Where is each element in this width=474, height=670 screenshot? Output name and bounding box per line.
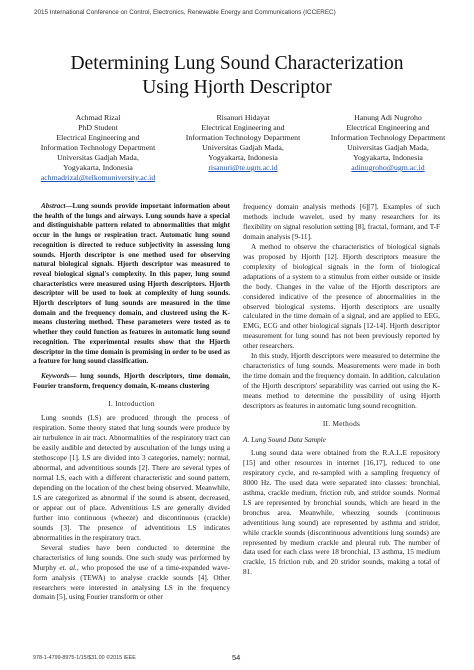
paper-title [20, 52, 454, 100]
author-name: Risanuri Hidayat [216, 113, 270, 122]
author-role: PhD Student [78, 123, 118, 132]
author-email-link[interactable]: achmadrizal@telkomuniversity.ac.id [40, 173, 156, 182]
author-block [33, 113, 453, 188]
author-email-link[interactable]: adinugroho@ugm.ac.id [351, 163, 425, 172]
author-email-link[interactable]: risanuri@te.ugm.ac.id [208, 163, 278, 172]
subsection-heading-data-sample: A. Lung Sound Data Sample [243, 434, 326, 444]
author-affiliation: Electrical Engineering and [56, 133, 140, 142]
right-paragraph-2: A method to observe the characteristics of biological signals was proposed by Hjorth [12]. Hjorth descriptors measure the complexity of biological signals in the form of biological adaptations of a system to a stimulus from either outside or inside the body. Changes in the value of the Hjorth descriptors are considered indicative of the presence of abnormalities in the observed biological systems. Hjorth descriptors are usually calculated in the time domain of a signal, and are applied to EEG, EMG, ECG and other biological signals [12-14]. Hjorth descriptor measurement for lung sound has not been previously reported by other researchers. [243, 241, 440, 351]
page-number: 54 [232, 653, 241, 662]
right-paragraph-3: In this study, Hjorth descriptors were measured to determine the characteristics of lung sounds. Measurements were made in both the time domain and the frequency domain. In addition, calculation of the Hjorth descriptors' separability was carried out using the K-means method to determine the possibility of using Hjorth descriptors as features in automatic lung sound recognition. [243, 351, 440, 411]
author-affiliation: Electrical Engineering and [201, 123, 285, 132]
intro-p2-etal: et. al. [59, 562, 77, 572]
intro-paragraph-1: Lung sounds (LS) are produced through the process of respiration. Some theory stated that lung sounds were produce by air turbulence in air tract. Abnormalities of the respiratory tract can be easily audible and detected by auscultation of the lungs using a stethoscope [1]. LS are divided into 3 categories, namely; normal, abnormal, and adventitious sounds [2]. There are several types of normal LS, each with a different characteristic and sound pattern, depending on the location of the chest being observed. Meanwhile, LS are categorized as abnormal if the sound is absent, decreased, or appear out of place. Adventitious LS are generally divided further into continuous (wheeze) and discontinuous (crackle) sounds [3]. The presence of adventitious LS indicates abnormalities in the respiratory tract. [33, 413, 230, 542]
abstract-label: Abstract [41, 202, 66, 210]
conference-header: 2015 International Conference on Control, Electronics, Renewable Energy and Communications (ICCEREC) [34, 9, 336, 16]
author-university: Universitas Gadjah Mada, [347, 143, 429, 152]
abstract-text: —Lung sounds provide important information about the health of the lungs and airways. Lung sounds have a special and distinguishable pattern related to abnormalities that might occur in the lungs or respiration tract. Automatic lung sound recognition is directed to reduce subjectivity in assessing lung sounds. Hjorth descriptor is one method used for observing natural biological signals. Hjorth descriptor was measured to reveal biological signal's complexity. In this paper, lung sound characteristics were measured using Hjorth descriptors. Hjorth descriptor will be used to look at complexity of lung sounds. Hjorth descriptors of lung sounds are measured in the time domain and the frequency domain, and clustered using the K-means clustering method. These parameters were tested as to whether they could function as features in automatic lung sound recognition. The experimental results show that the Hjorth descriptor in the time domain is promising in order to be used as a feature for lung sound classification. [33, 202, 230, 366]
copyright-footer: 978-1-4799-8975-1/15/$31.00 ©2015 IEEE [33, 655, 136, 661]
author-affiliation: Electrical Engineering and [346, 123, 430, 132]
intro-paragraph-2 [33, 543, 230, 603]
author-department: Information Technology Department [330, 133, 446, 142]
author-department: Information Technology Department [185, 133, 301, 142]
left-column [33, 202, 230, 602]
author-name: Achmad Rizal [75, 113, 121, 122]
author-name: Hanung Adi Nugroho [354, 113, 422, 122]
author-department: Information Technology Department [40, 143, 156, 152]
section-heading-methods: II. Methods [322, 419, 361, 429]
intro-p2-end: , who proposed the use of a time-expanded wave-form analysis (TEWA) to analyse crackle sounds [4]. Other researchers were interested in analysing LS in the frequency domain [5], using Fourier transform or other [33, 562, 230, 602]
keywords-label: Keywords [41, 371, 70, 380]
methods-paragraph-1: Lung sound data were obtained from the R.A.L.E repository [15] and other resources in internet [16,17], reduced to one respiratory cycle, and re-sampled with a sampling frequency of 8000 Hz. The used data were separated into classes: bronchial, asthma, crackle medium, friction rub, and stridor sounds. Normal LS are represented by bronchial sounds, which are heard in the bronchus area. Meanwhile, wheezing sounds (continuous adventitious lung sound) are represented by asthma and stridor, while crackle sounds (discontinuous adventitious lung sounds) are represented by medium crackle and pleural rub. The number of data used for each class were 18 bronchial, 13 asthma, 15 medium crackle, 15 friction rub, and 20 stridor sounds, making a total of 81. [243, 447, 440, 577]
author-city: Yogyakarta, Indonesia [208, 153, 278, 162]
author-1 [33, 113, 163, 183]
section-heading-introduction: I. Introduction [108, 399, 155, 409]
right-paragraph-1: frequency domain analysis methods [6][7]. Examples of such methods include wavelet, used by many researchers for its flexibility on signal resolution setting [8], fractal, formant, and T-F domain analysis [9-11]. [243, 202, 440, 241]
author-city: Yogyakarta, Indonesia [63, 163, 133, 172]
author-city: Yogyakarta, Indonesia [353, 153, 423, 162]
author-3 [323, 113, 453, 173]
right-column [243, 202, 440, 577]
title-line-2: Using Hjorth Descriptor [142, 77, 332, 98]
keywords-text: — lung sounds, Hjorth descriptors, time domain, Fourier transform, frequency domain, K-means clustering [33, 371, 230, 390]
keywords [33, 372, 230, 391]
abstract [33, 202, 230, 367]
author-university: Universitas Gadjah Mada, [202, 143, 284, 152]
author-2 [178, 113, 308, 173]
title-line-1: Determining Lung Sound Characterization [70, 53, 404, 74]
intro-p2-start: Several studies have been conducted to determine the characteristics of lung sounds. One such study was performed by Murphy [33, 542, 230, 572]
author-university: Universitas Gadjah Mada, [57, 153, 139, 162]
